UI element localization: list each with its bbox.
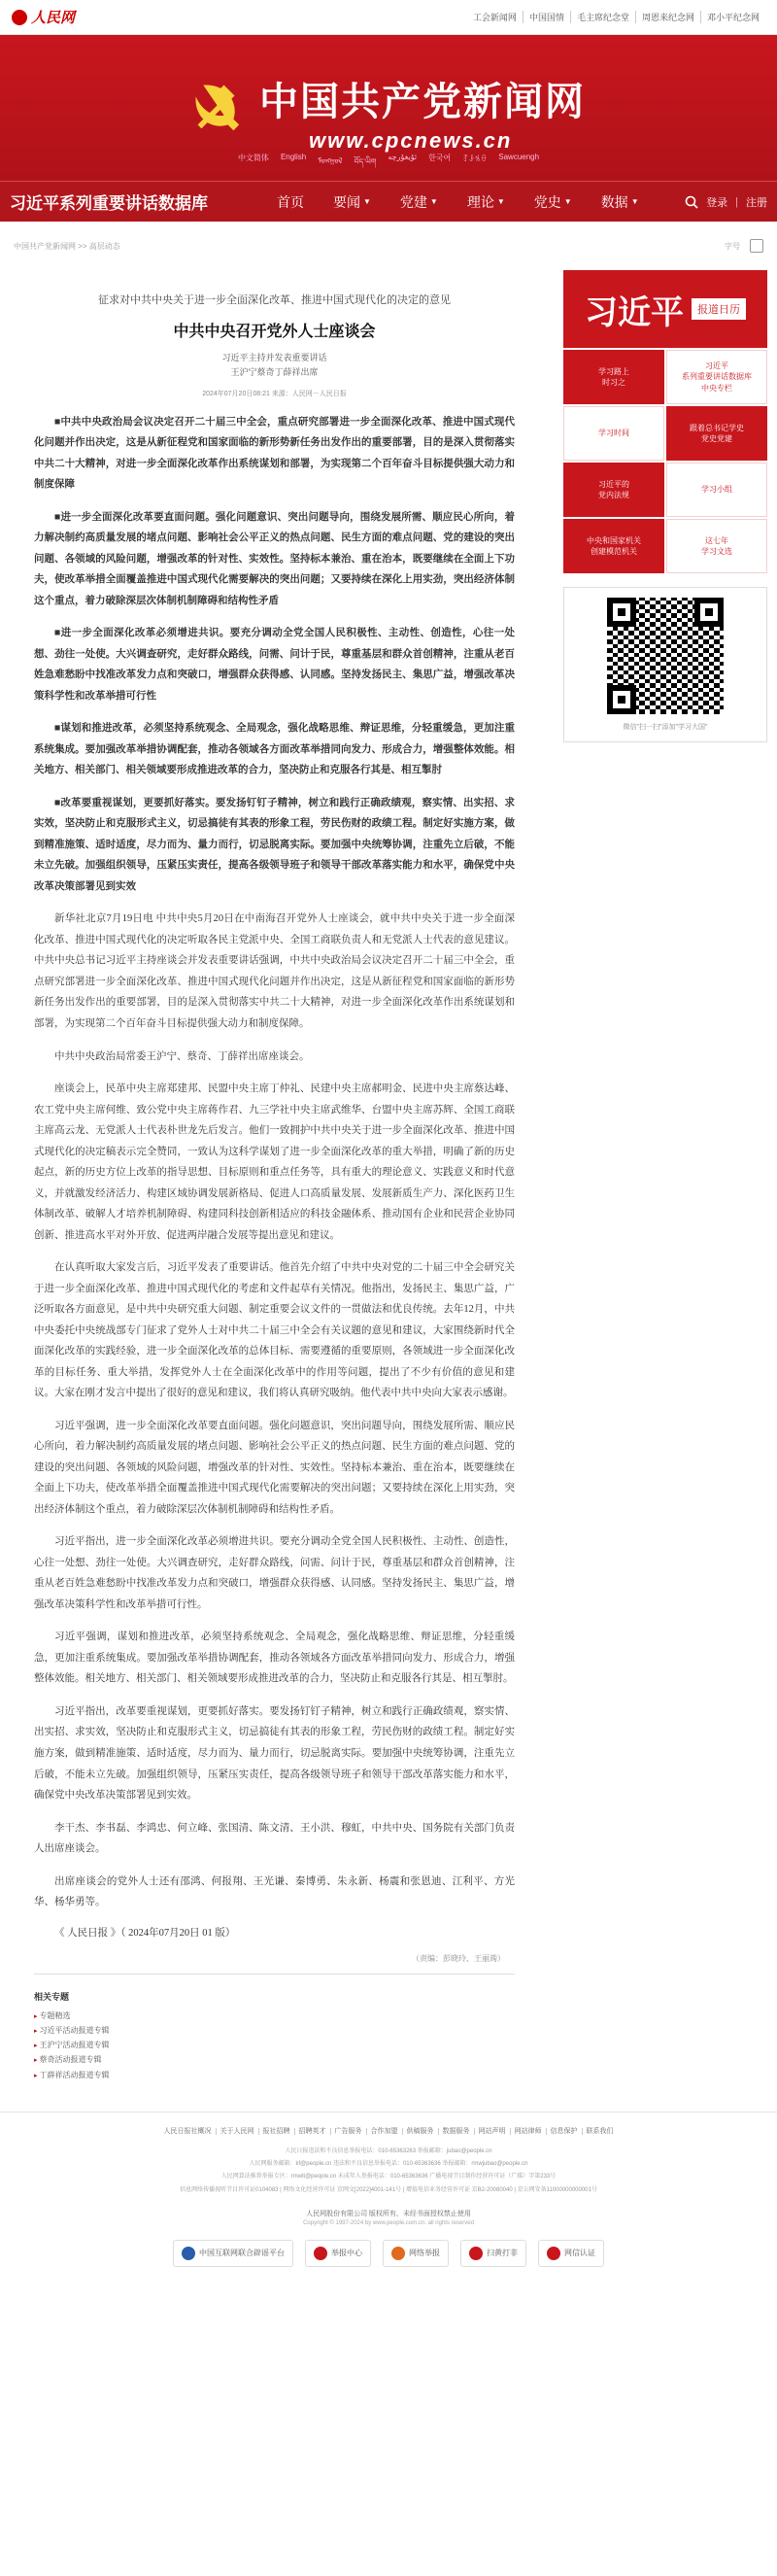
register-link[interactable]: 注册: [746, 196, 767, 209]
footer-badge[interactable]: [538, 2240, 604, 2267]
nav-item-label: 党史: [533, 193, 561, 210]
database-title[interactable]: 习近平系列重要讲话数据库: [10, 194, 208, 213]
article-paragraph: 座谈会上，民革中央主席郑建邦、民盟中央主席丁仲礼、民建中央主席郝明金、民进中央主席蔡达峰、农工党中央主席何维、致公党中央主席蒋作君、九三学社中央主席武维华、台盟中央主席苏辉、全国工商联主席高云龙、无党派人士代表朴世龙先后发言。他们一致拥护中共中央关于进一步全面深化改革、推进中国式现代化的决定稿表示完全赞同，一致认为这科学谋划了进一步全面深化改革的重大举措，明确了新的历史起点，新的历史方位上改革的指导思想、目标原则和重点任务等，具有重大的理论意义、实践意义和时代意义，并就激发经济活力、构建区域协调发展新格局、促进人口高质量发展、发展新质生产力、深化医药卫生体制改革、破解人才培养机制障碍、构建同科技创新相适应的科技金融体系、推动国有企业和民营企业协同创新、推进高水平对外开放、促进两岸融合发展等提出意见和建议。: [34, 1083, 515, 1241]
qr-finder: [607, 685, 636, 714]
top-link[interactable]: 周恩来纪念网: [635, 11, 700, 23]
chevron-down-icon: ▼: [630, 197, 639, 206]
key-point-paragraph: ■中共中央政治局会议决定召开二十届三中全会，重点研究部署进一步全面深化改革、推进中国式现代化问题并作出决定，这是从新征程党和国家面临的新形势新任务出发作出的重要部署，目的是深入贯彻落实中共二十大精神，对进一步全面深化改革作出系统谋划和部署，为实现第二个百年奋斗目标提供强大动力和制度保障: [34, 416, 515, 491]
login-link[interactable]: 登录: [706, 196, 728, 209]
badge-icon: [182, 2247, 195, 2260]
lang-link[interactable]: ᠮᠣᠩᠭᠣᠯ: [318, 156, 343, 165]
main-nav: [0, 181, 777, 222]
report-calendar-banner[interactable]: [563, 270, 767, 348]
sidebar-tile[interactable]: 这七年 学习文选: [666, 519, 767, 573]
nav-item-news[interactable]: [319, 192, 386, 212]
nav-item-theory[interactable]: [453, 192, 520, 212]
footer-company: 人民网股份有限公司 版权所有，未经书面授权禁止使用: [306, 2209, 471, 2217]
footer-link[interactable]: 招聘英才: [294, 2128, 330, 2135]
badge-icon: [391, 2247, 405, 2260]
chevron-down-icon: ▼: [563, 197, 572, 206]
article-source: 《 人民日报 》（ 2024年07月20日 01 版）: [54, 1927, 236, 1939]
chevron-down-icon: ▼: [496, 197, 505, 206]
qr-finder: [694, 598, 724, 627]
footer-link[interactable]: 广告服务: [330, 2128, 366, 2135]
badge-icon: [547, 2247, 560, 2260]
footer-link[interactable]: 合作加盟: [366, 2128, 402, 2135]
article-paragraph: 在认真听取大家发言后，习近平发表了重要讲话。他首先介绍了中共中央对党的二十届三中全会研究关于进一步全面深化改革、推进中国式现代化的考虑和文件起草有关情况。他指出，发扬民主、集思广益，广泛听取各方面意见，是中共中央研究重大问题、制定重要会议文件的一贯做法和优良传统。去年12月，中共中央委托中央统战部专门征求了党外人士对中共二十届三中全会有关议题的意见和建议，大家围绕新时代全面深化改革的实践经验，进一步全面深化改革的总体目标、需要遵循的重要原则，各领域进一步全面深化改革的目标任务、重大举措，发挥党外人士在全面深化改革中的作用等问题，提出了不少有价值的意见和建议。大家在刚才发言中提出了很好的意见和建议，我们将认真研究吸纳。他代表中共中央向大家表示感谢。: [34, 1262, 515, 1399]
key-point-paragraph: ■进一步全面深化改革必须增进共识。要充分调动全党全国人民积极性、主动性、创造性，心往一处想、劲往一处使。大兴调查研究，走好群众路线，问需、问计于民，尊重基层和群众首创精神，注重从老百姓急难愁盼中找准改革发力点和突破口，增强群众获得感、认同感。坚持发扬民主、集思广益，增强改革决策科学性和改革举措可行性: [34, 628, 515, 702]
badge-label: 中国互联网联合辟谣平台: [199, 2249, 285, 2258]
article-subtitle: 征求对中共中央关于进一步全面深化改革、推进中国式现代化的决定的意见: [98, 294, 451, 306]
key-point-paragraph: ■谋划和推进改革，必须坚持系统观念、全局观念，强化战略思维、辩证思维，分轻重缓急，更加注重系统集成。要加强改革举措协调配套，推动各领域各方面改革举措同向发力、形成合力，增强整体效能。相关地方、相关部门、相关领域要形成推进改革的合力，坚决防止和克服各行其是、相互掣肘: [34, 723, 515, 776]
related-item[interactable]: ▸ 蔡奇活动报道专辑: [34, 2052, 515, 2067]
footer: [0, 2112, 777, 2281]
nav-item-home[interactable]: [262, 192, 319, 212]
footer-badges: [0, 2240, 777, 2281]
related-item[interactable]: ▸ 王沪宁活动报道专辑: [34, 2038, 515, 2052]
related-topics: [34, 1974, 515, 2082]
site-banner: [0, 35, 777, 181]
footer-link[interactable]: 报社招聘: [258, 2128, 294, 2135]
nav-item-label: 首页: [277, 193, 304, 210]
article-paragraph: 习近平指出，改革要重视谋划，更要抓好落实。要发扬钉钉子精神，树立和践行正确政绩观，察实情、出实招、求实效，坚决防止和克服形式主义，切忌搞徒有其表的形象工程，劳民伤财的政绩工程。制定好实施方案，做到精准施策、适时适度，尽力而为、量力而行，切忌脱离实际。要加强中央统筹协调，注重先立后破，不能未立先破。加强组织领导，压紧压实责任，提高各级领导班子和领导干部改革落实能力和水平，确保党中央改革决策部署见到实效。: [34, 1705, 515, 1802]
nav-item-data[interactable]: [587, 192, 654, 212]
lang-link[interactable]: 中文简体: [237, 154, 269, 162]
article-editor: （责编：彭晓玲、王丽蒟）: [412, 1953, 505, 1963]
badge-icon: [469, 2247, 483, 2260]
top-links: [467, 11, 765, 23]
sidebar-tile[interactable]: 习近平的 党内法规: [563, 463, 664, 517]
people-logo[interactable]: [12, 7, 75, 27]
article-paragraph: 李干杰、李书磊、李鸿忠、何立峰、张国清、陈文清、王小洪、穆虹，中共中央、国务院有关部门负责人出席座谈会。: [34, 1822, 515, 1855]
footer-copyright: Copyright © 1997-2024 by www.people.com.cn. all rights reserved: [303, 2219, 474, 2226]
badge-label: 举报中心: [331, 2249, 362, 2258]
party-emblem-icon: [185, 76, 245, 136]
article-tools: [725, 239, 763, 253]
footer-link[interactable]: 信息保护: [546, 2128, 582, 2135]
site-url: www.cpcnews.cn: [309, 128, 513, 153]
article-paragraph: 习近平强调，谋划和推进改革，必须坚持系统观念、全局观念，强化战略思维、辩证思维，分轻重缓急，更加注重系统集成。要加强改革举措协调配套，推动各领域各方面改革举措同向发力、形成合力，增强整体效能。相关地方、相关部门、相关领域要形成推进改革的合力，坚决防止和克服各行其是、相互掣肘。: [34, 1631, 515, 1685]
badge-label: 网信认证: [564, 2249, 595, 2258]
badge-icon: [314, 2247, 327, 2260]
sidebar-tile[interactable]: 学习时间: [563, 406, 664, 461]
article: [10, 270, 539, 2082]
search-icon[interactable]: [685, 195, 698, 209]
nav-item-party[interactable]: [386, 192, 453, 212]
qr-box: [563, 587, 767, 742]
top-link[interactable]: 邓小平纪念网: [700, 11, 765, 23]
sidebar-tile[interactable]: 中央和国家机关 创建模范机关: [563, 519, 664, 573]
related-title: 相关专题: [34, 1991, 70, 2002]
footer-link[interactable]: 网站律师: [510, 2128, 546, 2135]
people-logo-text: 人民网: [31, 11, 76, 26]
sidebar: [539, 270, 767, 2082]
nav-tools: [685, 194, 777, 210]
share-icon[interactable]: [750, 239, 763, 253]
qr-finder: [607, 598, 636, 627]
top-link[interactable]: 工会新闻网: [472, 13, 517, 22]
qr-code: [607, 598, 724, 714]
footer-link[interactable]: 网站声明: [474, 2128, 510, 2135]
nav-item-label: 党建: [399, 193, 427, 210]
footer-badge[interactable]: [460, 2240, 526, 2267]
sidebar-tile[interactable]: 学习路上 时习之: [563, 350, 664, 404]
sidebar-tile[interactable]: 跟着总书记学史 党史党建: [666, 406, 767, 461]
language-bar: [0, 153, 777, 175]
article-paragraph: 习近平强调，进一步全面深化改革要直面问题。强化问题意识，突出问题导向，围绕发展所需、顺应民心所向，着力解决制约高质量发展的堵点问题、影响社会公平正义的热点问题、民生方面的难点问题、党的建设的突出问题、各领域的风险问题，增强改革的针对性、实效性。坚持标本兼治、重在治本，既要继续在全面上下功夫，使改革举措全面覆盖推进中国式现代化需要解决的突出问题；又要持续在深化上用实劲，突出经济体制这个重点，着力破除深层次体制机制障碍和结构性矛盾。: [34, 1420, 515, 1515]
lead-line: 王沪宁蔡奇丁薛祥出席: [230, 367, 319, 378]
footer-info-line: 人民网服务邮箱：kf@people.cn 违法和不良信息举报电话：010-65363636 举报邮箱：rmwjubao@people.cn: [249, 2161, 528, 2168]
footer-badge[interactable]: [173, 2240, 293, 2267]
footer-link[interactable]: 数据服务: [438, 2128, 474, 2135]
related-item[interactable]: ▸ 专题精选: [34, 2009, 515, 2023]
article-paragraph: 习近平指出，进一步全面深化改革必须增进共识。要充分调动全党全国人民积极性、主动性、创造性，心往一处想、劲往一处使。大兴调查研究，走好群众路线，问需、问计于民，尊重基层和群众首创精神，注重从老百姓急难愁盼中找准改革发力点和突破口，增强群众获得感、认同感。坚持发扬民主、集思广益，增强改革决策科学性和改革举措可行性。: [34, 1536, 515, 1610]
chevron-down-icon: ▼: [363, 197, 371, 206]
breadcrumb[interactable]: 中国共产党新闻网 >> 高层动态: [14, 241, 120, 251]
breadcrumb-bar: [0, 222, 777, 270]
footer-info-line: 信息网络传播视听节目许可证0104083 | 网络文化经营许可证 京网文[2022]4001-141号 | 增值电信业务经营许可证 京B2-20080040 | 京公网安备11000000000001号: [180, 2186, 597, 2193]
article-paragraph: 新华社北京7月19日电 中共中央5月20日在中南海召开党外人士座谈会，就中共中央关于进一步全面深化改革、推进中国式现代化的决定听取各民主党派中央、全国工商联负责人和无党派人士代表的意见建议。中共中央总书记习近平主持座谈会并发表重要讲话强调，中共中央政治局会议决定召开二十届三中全会，重点研究部署进一步全面深化改革、推进中国式现代化问题并作出决定，这是从新征程党和国家面临的新形势新任务出发作出的重要部署，目的是深入贯彻落实中共二十大精神，对进一步全面深化改革作出系统谋划和部署，为实现第二个百年奋斗目标提供强大动力和制度保障。: [34, 913, 515, 1029]
lead-line: 习近平主持并发表重要讲话: [221, 353, 327, 362]
article-paragraph: 中共中央政治局常委王沪宁、蔡奇、丁薛祥出席座谈会。: [54, 1050, 310, 1062]
lang-link[interactable]: ꆈꌠꁱꂷ: [462, 155, 488, 163]
footer-badge[interactable]: [383, 2240, 449, 2267]
calendar-tag: 报道日历: [692, 298, 746, 320]
content-layout: [0, 270, 777, 2082]
sidebar-tile[interactable]: 习近平 系列重要讲话数据库 中央专栏: [666, 350, 767, 404]
footer-info-line: 人民网算法推荐举报专区：rmwlt@people.cn 未成年人举报电话：010-65363636 广播电视节目制作经营许可证（广媒）字第233号: [220, 2174, 557, 2181]
nav-items: [262, 192, 685, 212]
lang-link[interactable]: ئۇيغۇرچە: [388, 153, 418, 161]
article-body: [34, 412, 515, 1913]
article-meta: 2024年07月20日08:21 来源：人民网－人民日报: [202, 390, 347, 397]
footer-badge[interactable]: [305, 2240, 371, 2267]
nav-item-label: 数据: [600, 193, 628, 210]
footer-info-line: 人民日报违法和不良信息举报电话：010-65363263 举报邮箱：jubao@people.cn: [285, 2148, 492, 2155]
top-link[interactable]: 中国国情: [523, 11, 570, 23]
lang-link[interactable]: བོད་ཡིག: [354, 157, 377, 166]
footer-link[interactable]: 联系我们: [582, 2128, 618, 2135]
font-size-toggle[interactable]: 字号: [725, 241, 740, 251]
divider: |: [735, 195, 738, 208]
badge-label: 网络举报: [409, 2249, 440, 2258]
top-strip: [0, 0, 777, 35]
footer-link[interactable]: 关于人民网: [216, 2128, 258, 2135]
key-point-paragraph: ■改革要重视谋划，更要抓好落实。要发扬钉钉子精神，树立和践行正确政绩观，察实情、出实招、求实效，坚决防止和克服形式主义，切忌搞徒有其表的形象工程，劳民伤财的政绩工程。制定好实施方案，做到精准施策、适时适度，尽力而为、量力而行，切忌脱离实际。要加强中央统筹协调，注重先立后破，不能未立先破。加强组织领导，压紧压实责任，提高各级领导班子和领导干部改革落实能力和水平，确保党中央改革决策部署见到实效: [34, 797, 515, 892]
footer-link[interactable]: 供稿服务: [402, 2128, 438, 2135]
site-title: 中国共产党新闻网: [259, 80, 586, 123]
calendar-calligraphy: 习近平: [585, 294, 684, 331]
article-headline: 中共中央召开党外人士座谈会: [173, 324, 376, 340]
nav-item-label: 理论: [466, 193, 494, 210]
top-link[interactable]: 毛主席纪念堂: [570, 11, 635, 23]
lang-link[interactable]: English: [280, 153, 307, 161]
key-point-paragraph: ■进一步全面深化改革要直面问题。强化问题意识、突出问题导向，围绕发展所需、顺应民心所向，着力解决制约高质量发展的堵点问题、影响社会公平正义的热点问题、民生方面的难点问题、党的建设的突出问题、各领域的风险问题，增强改革的针对性、实效性。坚持标本兼治、重在治本，既要继续在全面上下功夫，使改革举措全面覆盖推进中国式现代化需要解决的突出问题；又要持续在深化上用实劲，突出经济体制这个重点，着力破除深层次体制机制障碍和结构性矛盾: [34, 511, 515, 606]
related-list: [34, 2009, 515, 2082]
chevron-down-icon: ▼: [429, 197, 438, 206]
lang-link[interactable]: 한국어: [428, 154, 452, 162]
people-logo-icon: [12, 10, 27, 25]
nav-item-history[interactable]: [520, 192, 587, 212]
footer-links: [0, 2126, 777, 2136]
qr-caption: 微信"扫一扫"添加"学习大国": [623, 724, 708, 731]
sidebar-grid: [563, 350, 767, 573]
footer-link[interactable]: 人民日报社概况: [163, 2128, 212, 2136]
sidebar-tile[interactable]: 学习小组: [666, 463, 767, 517]
footer-info: [0, 2146, 777, 2197]
badge-label: 扫黄打非: [487, 2249, 518, 2258]
related-item[interactable]: ▸ 习近平活动报道专辑: [34, 2023, 515, 2038]
nav-item-label: 要闻: [333, 193, 360, 210]
lang-link[interactable]: Sawcuengh: [498, 153, 540, 161]
article-lead: [34, 351, 515, 381]
article-paragraph: 出席座谈会的党外人士还有邵鸿、何报翔、王光谦、秦博勇、朱永新、杨震和张恩迪、江利平、方光华、杨华勇等。: [34, 1875, 515, 1908]
related-item[interactable]: ▸ 丁薛祥活动报道专辑: [34, 2068, 515, 2082]
